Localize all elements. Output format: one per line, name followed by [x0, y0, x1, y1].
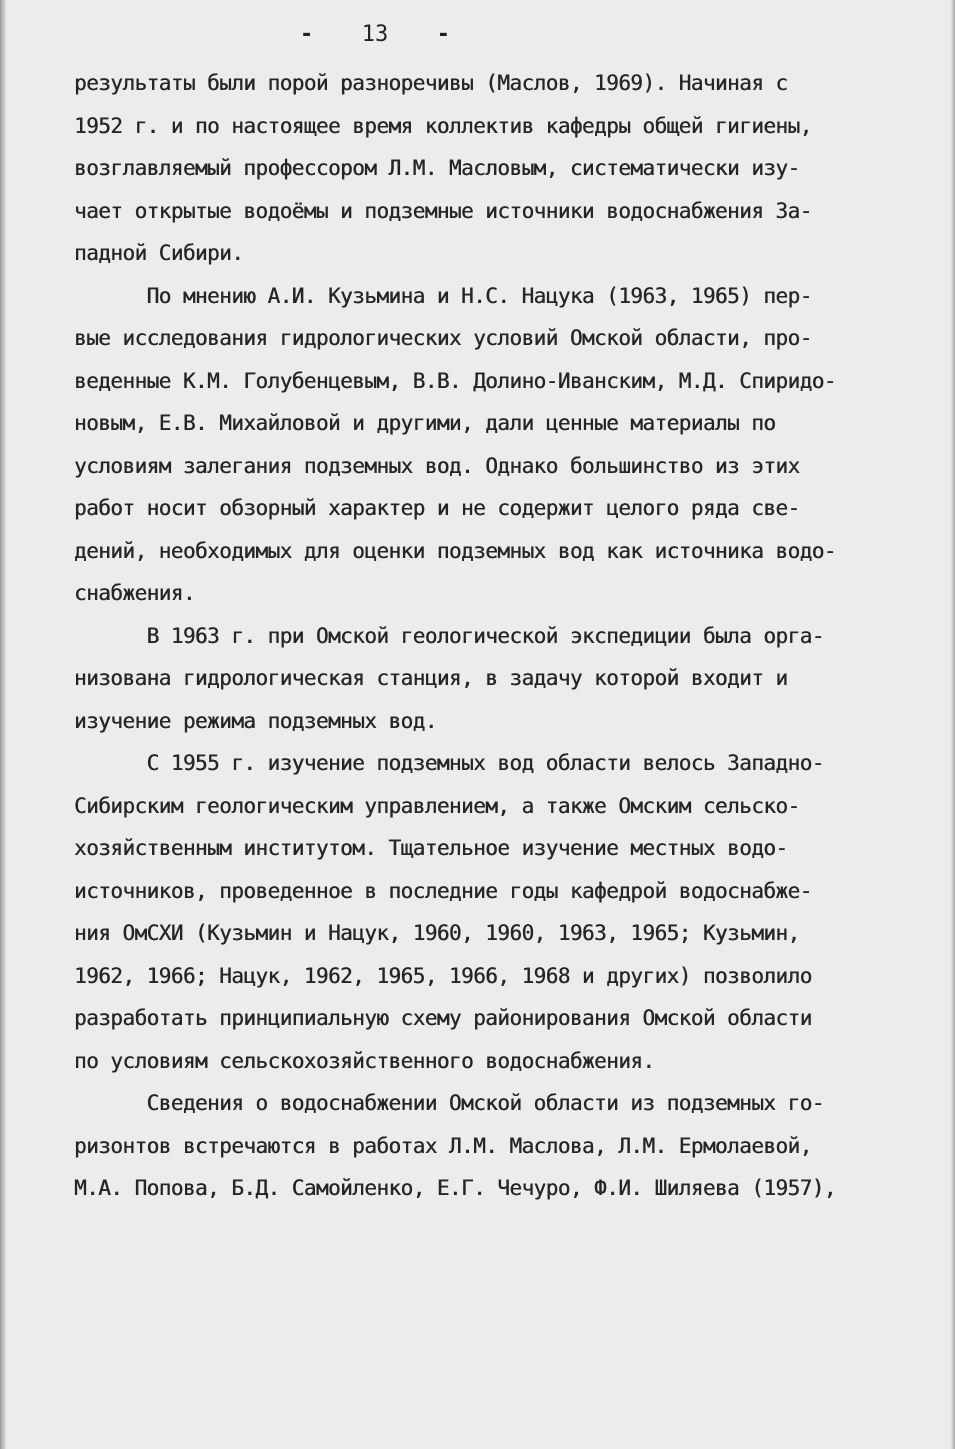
text-line: М.А. Попова, Б.Д. Самойленко, Е.Г. Чечуро, Ф.И. Шиляева (1957), — [74, 1176, 836, 1200]
text-line: изучение режима подземных вод. — [74, 708, 437, 733]
text-line: хозяйственным институтом. Тщательное изучение местных водо- — [74, 836, 788, 860]
text-line: ризонтов встречаются в работах Л.М. Маслова, Л.М. Ермолаевой, — [74, 1133, 812, 1158]
page-number-header — [300, 22, 450, 47]
text-line: работ носит обзорный характер и не содержит целого ряда све- — [74, 496, 800, 520]
text-line: По мнению А.И. Кузьмина и Н.С. Нацука (1963, 1965) пер- — [74, 283, 812, 308]
text-line: В 1963 г. при Омской геологической экспедиции была орга- — [74, 623, 824, 648]
text-line: результаты были порой разноречивы (Маслов, 1969). Начиная с — [74, 71, 788, 95]
text-line: вые исследования гидрологических условий Омской области, про- — [74, 326, 812, 350]
text-line: 1952 г. и по настоящее время коллектив кафедры общей гигиены, — [74, 113, 812, 138]
text-line: Сибирским геологическим управлением, а также Омским сельско- — [74, 793, 800, 818]
text-line: разработать принципиальную схему районирования Омской области — [74, 1006, 812, 1030]
text-line: падной Сибири. — [74, 241, 244, 265]
text-line: чает открытые водоёмы и подземные источники водоснабжения За- — [74, 198, 812, 223]
text-line: источников, проведенное в последние годы кафедрой водоснабже- — [74, 878, 812, 903]
text-line: Сведения о водоснабжении Омской области из подземных го- — [74, 1091, 824, 1115]
page-number-dash-right: - — [436, 22, 450, 47]
body-text — [74, 62, 874, 1210]
text-line: снабжения. — [74, 581, 195, 605]
page-number: 13 — [361, 22, 389, 47]
text-line: по условиям сельскохозяйственного водоснабжения. — [74, 1048, 655, 1073]
text-line: веденные К.М. Голубенцевым, В.В. Долино-Иванским, М.Д. Спиридо- — [74, 368, 836, 393]
page-number-dash-left: - — [300, 22, 314, 47]
text-line: условиям залегания подземных вод. Однако большинство из этих — [74, 453, 800, 478]
text-line: 1962, 1966; Нацук, 1962, 1965, 1966, 1968 и других) позволило — [74, 963, 812, 988]
text-line: ния ОмСХИ (Кузьмин и Нацук, 1960, 1960, 1963, 1965; Кузьмин, — [74, 921, 800, 945]
text-line: низована гидрологическая станция, в задачу которой входит и — [74, 666, 788, 690]
text-line: новым, Е.В. Михайловой и другими, дали ценные материалы по — [74, 411, 776, 435]
text-line: возглавляемый профессором Л.М. Масловым, систематически изу- — [74, 156, 800, 180]
text-line: С 1955 г. изучение подземных вод области велось Западно- — [74, 751, 824, 775]
text-line: дений, необходимых для оценки подземных вод как источника водо- — [74, 538, 836, 563]
